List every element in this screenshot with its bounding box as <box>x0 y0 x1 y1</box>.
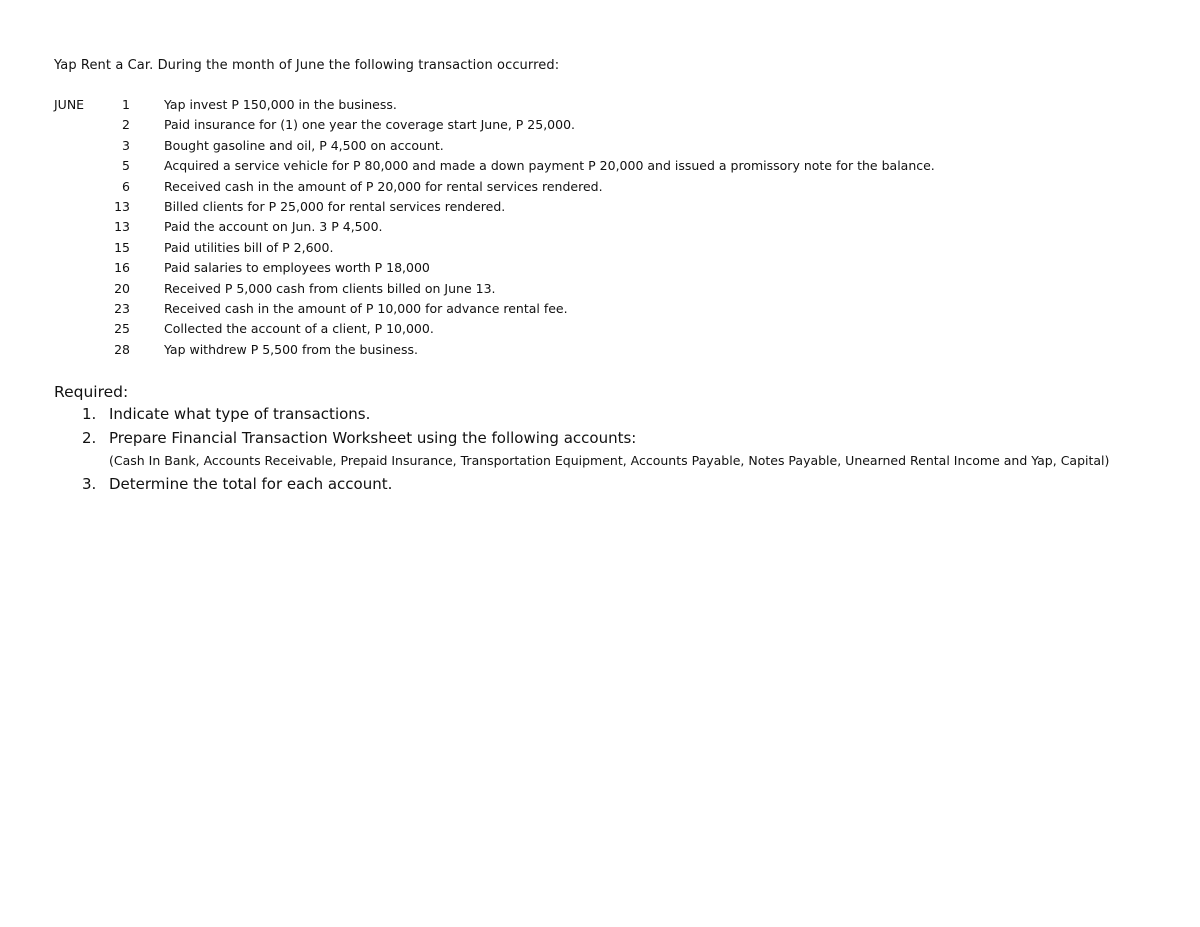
required-item-number: 3. <box>82 475 97 493</box>
transaction-description: Yap invest P 150,000 in the business. <box>164 97 397 112</box>
transaction-day: 13 <box>114 219 130 235</box>
required-item <box>82 405 1162 424</box>
transaction-day: 23 <box>114 300 130 316</box>
transaction-row <box>54 281 1154 301</box>
required-item <box>82 475 1162 494</box>
transaction-row <box>54 158 1154 178</box>
transaction-month: JUNE <box>54 97 85 112</box>
transaction-row <box>54 179 1154 199</box>
transaction-description: Yap withdrew P 5,500 from the business. <box>164 341 418 357</box>
intro-text: Yap Rent a Car. During the month of June the following transaction occurred: <box>54 58 560 73</box>
transaction-row <box>54 199 1154 219</box>
transaction-description: Paid utilities bill of P 2,600. <box>164 239 334 255</box>
transaction-day: 25 <box>114 321 130 337</box>
transaction-day: 2 <box>122 117 130 133</box>
transaction-description: Paid the account on Jun. 3 P 4,500. <box>164 219 383 235</box>
transaction-day: 3 <box>122 137 130 153</box>
transaction-row <box>54 117 1154 137</box>
required-item-text: Prepare Financial Transaction Worksheet using the following accounts: <box>109 429 637 447</box>
required-item-number: 2. <box>82 429 97 447</box>
transaction-description: Received P 5,000 cash from clients billed on June 13. <box>164 280 496 296</box>
transaction-row <box>54 97 1154 117</box>
required-item-text: Indicate what type of transactions. <box>109 405 371 423</box>
transaction-row <box>54 321 1154 341</box>
transaction-day: 1 <box>122 97 130 112</box>
transaction-row <box>54 342 1154 362</box>
transaction-description: Received cash in the amount of P 20,000 for rental services rendered. <box>164 178 603 194</box>
transaction-day: 5 <box>122 158 130 174</box>
transaction-description: Paid salaries to employees worth P 18,000 <box>164 260 430 276</box>
required-list <box>82 405 1162 499</box>
transaction-day: 6 <box>122 178 130 194</box>
transaction-description: Paid insurance for (1) one year the coverage start June, P 25,000. <box>164 117 576 133</box>
accounts-list-note: (Cash In Bank, Accounts Receivable, Prepaid Insurance, Transportation Equipment, Accounts Payable, Notes Payable, Unearned Rental Income and Yap, Capital) <box>109 453 1110 468</box>
required-item-text: Determine the total for each account. <box>109 475 393 493</box>
transaction-row <box>54 260 1154 280</box>
required-heading: Required: <box>54 383 129 401</box>
transaction-row <box>54 240 1154 260</box>
transaction-description: Bought gasoline and oil, P 4,500 on account. <box>164 137 444 153</box>
transaction-day: 13 <box>114 198 130 214</box>
transaction-description: Received cash in the amount of P 10,000 for advance rental fee. <box>164 300 568 316</box>
transaction-day: 28 <box>114 341 130 357</box>
transaction-description: Collected the account of a client, P 10,000. <box>164 321 434 337</box>
transaction-description: Acquired a service vehicle for P 80,000 and made a down payment P 20,000 and issued a promissory note for the balance. <box>164 158 935 174</box>
required-item <box>82 429 1162 470</box>
required-item-number: 1. <box>82 405 97 423</box>
transaction-day: 15 <box>114 239 130 255</box>
transaction-list <box>54 97 1154 362</box>
transaction-day: 20 <box>114 280 130 296</box>
transaction-row <box>54 138 1154 158</box>
transaction-description: Billed clients for P 25,000 for rental services rendered. <box>164 198 506 214</box>
transaction-row <box>54 301 1154 321</box>
transaction-day: 16 <box>114 260 130 276</box>
transaction-row <box>54 219 1154 239</box>
